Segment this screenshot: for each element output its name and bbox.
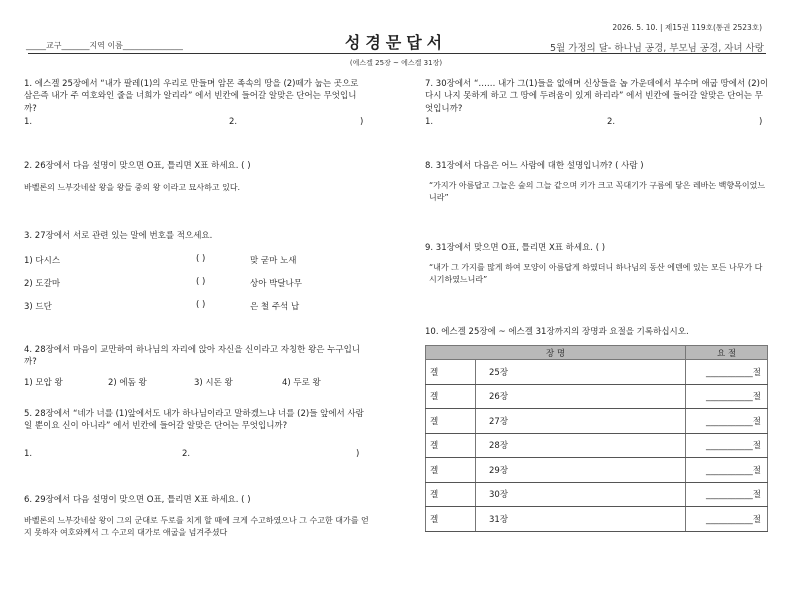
- match-right: 맞 굳마 노새: [250, 256, 297, 266]
- match-answer[interactable]: ( ): [196, 277, 206, 287]
- question-statement: “내가 그 가지를 많게 하여 모양이 아름답게 하였더니 하나님의 동산 에덴에 있는 모든 나무가 다 시기하였느니라”: [429, 263, 763, 285]
- book-cell: 겔: [426, 360, 476, 385]
- question-1: [24, 78, 369, 127]
- document-header: [0, 0, 792, 70]
- book-cell: 겔: [426, 507, 476, 532]
- close-paren: ): [759, 117, 763, 127]
- page-subtitle: (에스겔 25장 ~ 에스겔 31장): [349, 59, 443, 67]
- answer-1-label[interactable]: 1.: [24, 117, 33, 127]
- table-row: [426, 482, 768, 507]
- close-paren: ): [356, 449, 360, 459]
- question-2: [24, 160, 369, 194]
- match-right: 상아 박달나무: [250, 279, 302, 289]
- question-text: 3. 27장에서 서로 관련 있는 말에 번호를 적으세요.: [24, 231, 213, 241]
- verse-cell[interactable]: ___________절: [686, 507, 768, 532]
- chapter-cell[interactable]: 31장: [476, 507, 686, 532]
- choice-4[interactable]: 4) 두로 왕: [282, 377, 321, 388]
- header-divider: [28, 53, 766, 54]
- question-text: 7. 30장에서 “…… 내가 그(1)들을 없애며 신상들을 놉 가운데에서 부수며 애굽 땅에서 (2)이 다시 나지 못하게 하고 그 땅에 두려움이 있게 하리라” 에서 빈칸에 들어갈 알맞은 단어는 무엇입니까?: [425, 79, 769, 114]
- question-8: [425, 160, 770, 204]
- chapter-cell[interactable]: 30장: [476, 482, 686, 507]
- chapter-cell[interactable]: 25장: [476, 360, 686, 385]
- monthly-theme: 5월 가정의 달- 하나님 공경, 부모님 공경, 자녀 사랑: [549, 43, 764, 54]
- question-text: 2. 26장에서 다음 설명이 맞으면 O표, 틀리면 X표 하세요. ( ): [24, 161, 251, 171]
- table-row: [426, 384, 768, 409]
- table-header-row: [426, 346, 768, 360]
- question-text: 5. 28장에서 “네가 너를 (1)앞에서도 내가 하나님이라고 말하겠느냐 너를 (2)들 앞에서 사람일 뿐이요 신이 아니라” 에서 빈칸에 들어갈 알맞은 단어는 무엇입니까?: [24, 409, 364, 432]
- chapter-verse-table: [425, 345, 768, 532]
- answer-1-label[interactable]: 1.: [24, 449, 33, 459]
- book-cell: 겔: [426, 433, 476, 458]
- issue-info: 2026. 5. 10. | 제15권 119호(통권 2523호): [612, 23, 762, 32]
- table-row: [426, 458, 768, 483]
- question-text: 8. 31장에서 다음은 어느 사람에 대한 설명입니까? ( 사람 ): [425, 161, 644, 171]
- verse-cell[interactable]: ___________절: [686, 360, 768, 385]
- question-10: [425, 326, 770, 338]
- chapter-cell[interactable]: 27장: [476, 409, 686, 434]
- chapter-cell[interactable]: 28장: [476, 433, 686, 458]
- answer-2-label[interactable]: 2.: [229, 117, 238, 127]
- book-cell: 겔: [426, 482, 476, 507]
- choice-2[interactable]: 2) 에돔 왕: [108, 377, 147, 388]
- match-left: 3) 드단: [24, 302, 52, 312]
- question-text: 1. 에스겔 25장에서 “내가 팔레(1)의 우리로 만들며 암몬 족속의 땅을 (2)떼가 눕는 곳으로 삼은즉 내가 주 여호와인 줄을 너희가 알리라” 에서 빈칸에 들어갈 알맞은 단어는 무엇입니까?: [24, 79, 359, 114]
- name-field-line[interactable]: _____교구_______지역 이름_______________: [26, 41, 183, 50]
- answer-2-label[interactable]: 2.: [182, 449, 191, 459]
- page-title: 성경문답서: [344, 33, 448, 52]
- chapter-cell[interactable]: 26장: [476, 384, 686, 409]
- question-text: 10. 에스겔 25장에 ~ 에스겔 31장까지의 장명과 요절을 기록하십시오.: [425, 327, 689, 337]
- verse-cell[interactable]: ___________절: [686, 409, 768, 434]
- choice-3[interactable]: 3) 시돈 왕: [194, 377, 233, 388]
- book-cell: 겔: [426, 384, 476, 409]
- book-cell: 겔: [426, 458, 476, 483]
- question-text: 6. 29장에서 다음 설명이 맞으면 O표, 틀리면 X표 하세요. ( ): [24, 495, 251, 505]
- table-row: [426, 409, 768, 434]
- question-3: [24, 230, 369, 242]
- chapter-cell[interactable]: 29장: [476, 458, 686, 483]
- verse-cell[interactable]: ___________절: [686, 433, 768, 458]
- header-chapter-name: 장 명: [426, 346, 686, 360]
- header-key-verse: 요 절: [686, 346, 768, 360]
- table-row: [426, 507, 768, 532]
- book-cell: 겔: [426, 409, 476, 434]
- question-4: [24, 344, 369, 397]
- question-statement: 바벨론의 느부갓네살 왕이 그의 군대로 두로를 치게 할 때에 크게 수고하였으나 그 수고한 대가를 얻지 못하자 여호와께서 그 수고의 대가로 애굽을 넘겨주셨다: [24, 516, 369, 538]
- match-left: 1) 다시스: [24, 256, 61, 266]
- table-row: [426, 360, 768, 385]
- answer-2-label[interactable]: 2.: [607, 117, 616, 127]
- question-text: 4. 28장에서 마음이 교만하여 하나님의 자리에 앉아 자신을 신이라고 자칭한 왕은 누구입니까?: [24, 345, 361, 368]
- verse-cell[interactable]: ___________절: [686, 482, 768, 507]
- question-statement: 바벨론의 느부갓네살 왕을 왕들 중의 왕 이라고 묘사하고 있다.: [24, 183, 241, 193]
- question-6: [24, 494, 369, 539]
- choice-1[interactable]: 1) 모압 왕: [24, 377, 63, 388]
- question-7: [425, 78, 770, 127]
- match-answer[interactable]: ( ): [196, 300, 206, 310]
- match-left: 2) 도갈마: [24, 279, 61, 289]
- verse-cell[interactable]: ___________절: [686, 458, 768, 483]
- question-9: [425, 242, 770, 286]
- match-answer[interactable]: ( ): [196, 254, 206, 264]
- question-text: 9. 31장에서 맞으면 O표, 틀리면 X표 하세요. ( ): [425, 243, 606, 253]
- close-paren: ): [360, 117, 364, 127]
- table-row: [426, 433, 768, 458]
- question-statement: “가지가 아름답고 그늘은 숲의 그늘 같으며 키가 크고 꼭대기가 구름에 닿은 레바논 백향목이었느니라”: [429, 181, 766, 203]
- question-5: [24, 408, 369, 459]
- choice-list: [24, 377, 369, 397]
- match-right: 은 철 주석 납: [250, 302, 300, 312]
- answer-1-label[interactable]: 1.: [425, 117, 434, 127]
- verse-cell[interactable]: ___________절: [686, 384, 768, 409]
